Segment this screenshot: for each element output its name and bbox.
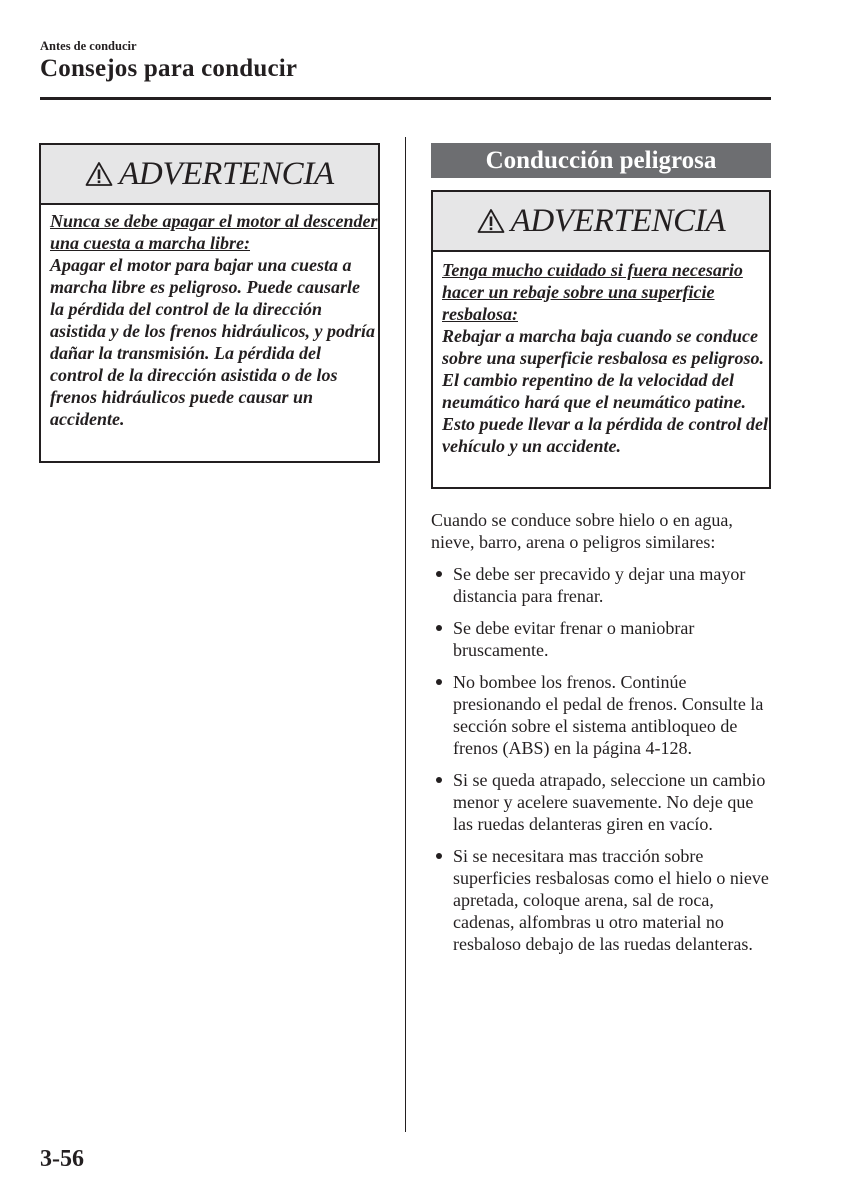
right-warning-lead: Tenga mucho cuidado si fuera necesario hacer un rebaje sobre una superficie resbalosa: [442,260,743,324]
left-warning-title: ADVERTENCIA [119,155,334,192]
chapter-title: Consejos para conducir [40,55,298,82]
list-item: Se debe ser precavido y dejar una mayor distancia para frenar. [431,563,776,607]
section-label: Antes de conducir [40,39,137,53]
list-item: Si se queda atrapado, seleccione un cambio menor y acelere suavemente. No deje que las ruedas delanteras giren en vacío. [431,769,776,835]
right-warning-box [431,190,771,489]
list-item: Se debe evitar frenar o maniobrar bruscamente. [431,617,776,661]
right-warning-text: Rebajar a marcha baja cuando se conduce sobre una superficie resbalosa es peligroso. El cambio repentino de la velocidad del neumático hará que el neumático patine. Esto puede llevar a la pérdida de control del vehículo y un accidente. [442,326,768,456]
left-warning-body [41,205,378,430]
intro-paragraph: Cuando se conduce sobre hielo o en agua, nieve, barro, arena o peligros similares: [431,510,733,552]
left-warning-box [39,143,380,463]
warning-triangle-icon [477,208,505,234]
header-rule [40,97,771,100]
topic-title-bar: Conducción peligrosa [431,143,771,178]
left-warning-lead: Nunca se debe apagar el motor al descender una cuesta a marcha libre: [50,211,378,253]
warning-triangle-icon [85,161,113,187]
precautions-list [431,563,776,965]
right-warning-title: ADVERTENCIA [510,202,726,239]
right-warning-body [433,252,769,457]
page-number: 3-56 [40,1146,84,1172]
list-item: Si se necesitara mas tracción sobre superficies resbalosas como el hielo o nieve apretada, coloque arena, sal de roca, cadenas, alfombras u otro material no resbaloso debajo de las ruedas delanteras. [431,845,776,955]
list-item: No bombee los frenos. Continúe presionando el pedal de frenos. Consulte la sección sobre el sistema antibloqueo de frenos (ABS) en la página 4-128. [431,671,776,759]
column-divider [405,137,406,1132]
right-warning-header [433,192,769,252]
left-warning-text: Apagar el motor para bajar una cuesta a marcha libre es peligroso. Puede causarle la pérdida del control de la dirección asistida y de los frenos hidráulicos, y podría dañar la transmisión. La pérdida del control de la dirección asistida o de los frenos hidráulicos puede causar un accidente. [50,255,376,429]
left-warning-header [41,145,378,205]
